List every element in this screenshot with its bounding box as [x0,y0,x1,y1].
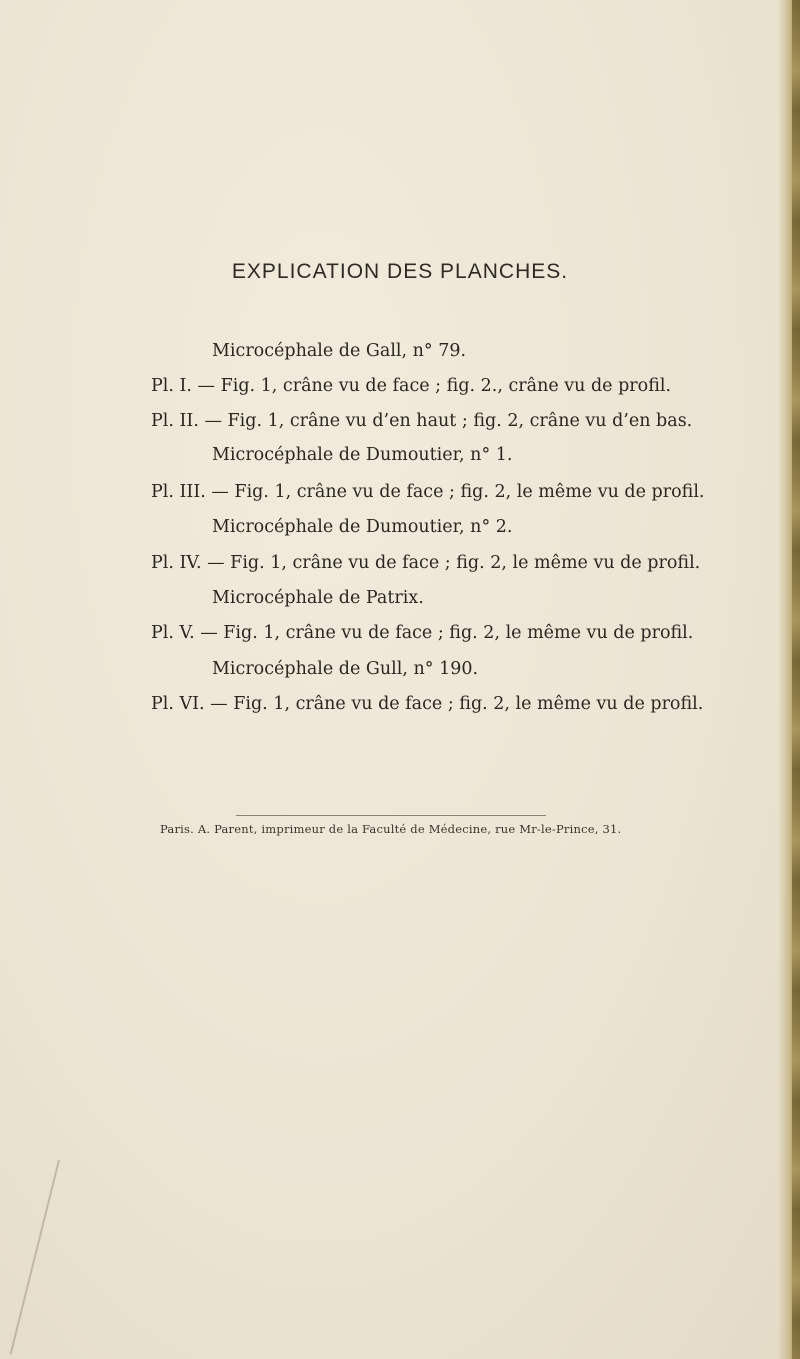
plate-1-caption: Pl. I. — Fig. 1, crâne vu de face ; fig. 2., crâne vu de profil. [151,376,672,396]
page-edge-binding [792,0,800,1359]
specimen-heading-gull: Microcéphale de Gull, n° 190. [212,659,479,679]
plate-5-caption: Pl. V. — Fig. 1, crâne vu de face ; fig. 2, le même vu de profil. [151,623,694,643]
specimen-heading-dumoutier-1: Microcéphale de Dumoutier, n° 1. [212,445,513,465]
imprint-rule [236,815,546,816]
plate-3-caption: Pl. III. — Fig. 1, crâne vu de face ; fig. 2, le même vu de profil. [151,482,705,502]
page-fold-mark [10,1160,60,1355]
page-title: EXPLICATION DES PLANCHES. [231,260,569,283]
plate-4-caption: Pl. IV. — Fig. 1, crâne vu de face ; fig. 2, le même vu de profil. [151,553,701,573]
plate-2-caption: Pl. II. — Fig. 1, crâne vu d’en haut ; fig. 2, crâne vu d’en bas. [151,411,693,431]
printer-imprint: Paris. A. Parent, imprimeur de la Faculté de Médecine, rue Mr-le-Prince, 31. [160,822,622,836]
specimen-heading-dumoutier-2: Microcéphale de Dumoutier, n° 2. [212,517,513,537]
plate-6-caption: Pl. VI. — Fig. 1, crâne vu de face ; fig. 2, le même vu de profil. [151,694,704,714]
specimen-heading-gall: Microcéphale de Gall, n° 79. [212,341,467,361]
specimen-heading-patrix: Microcéphale de Patrix. [212,588,424,608]
